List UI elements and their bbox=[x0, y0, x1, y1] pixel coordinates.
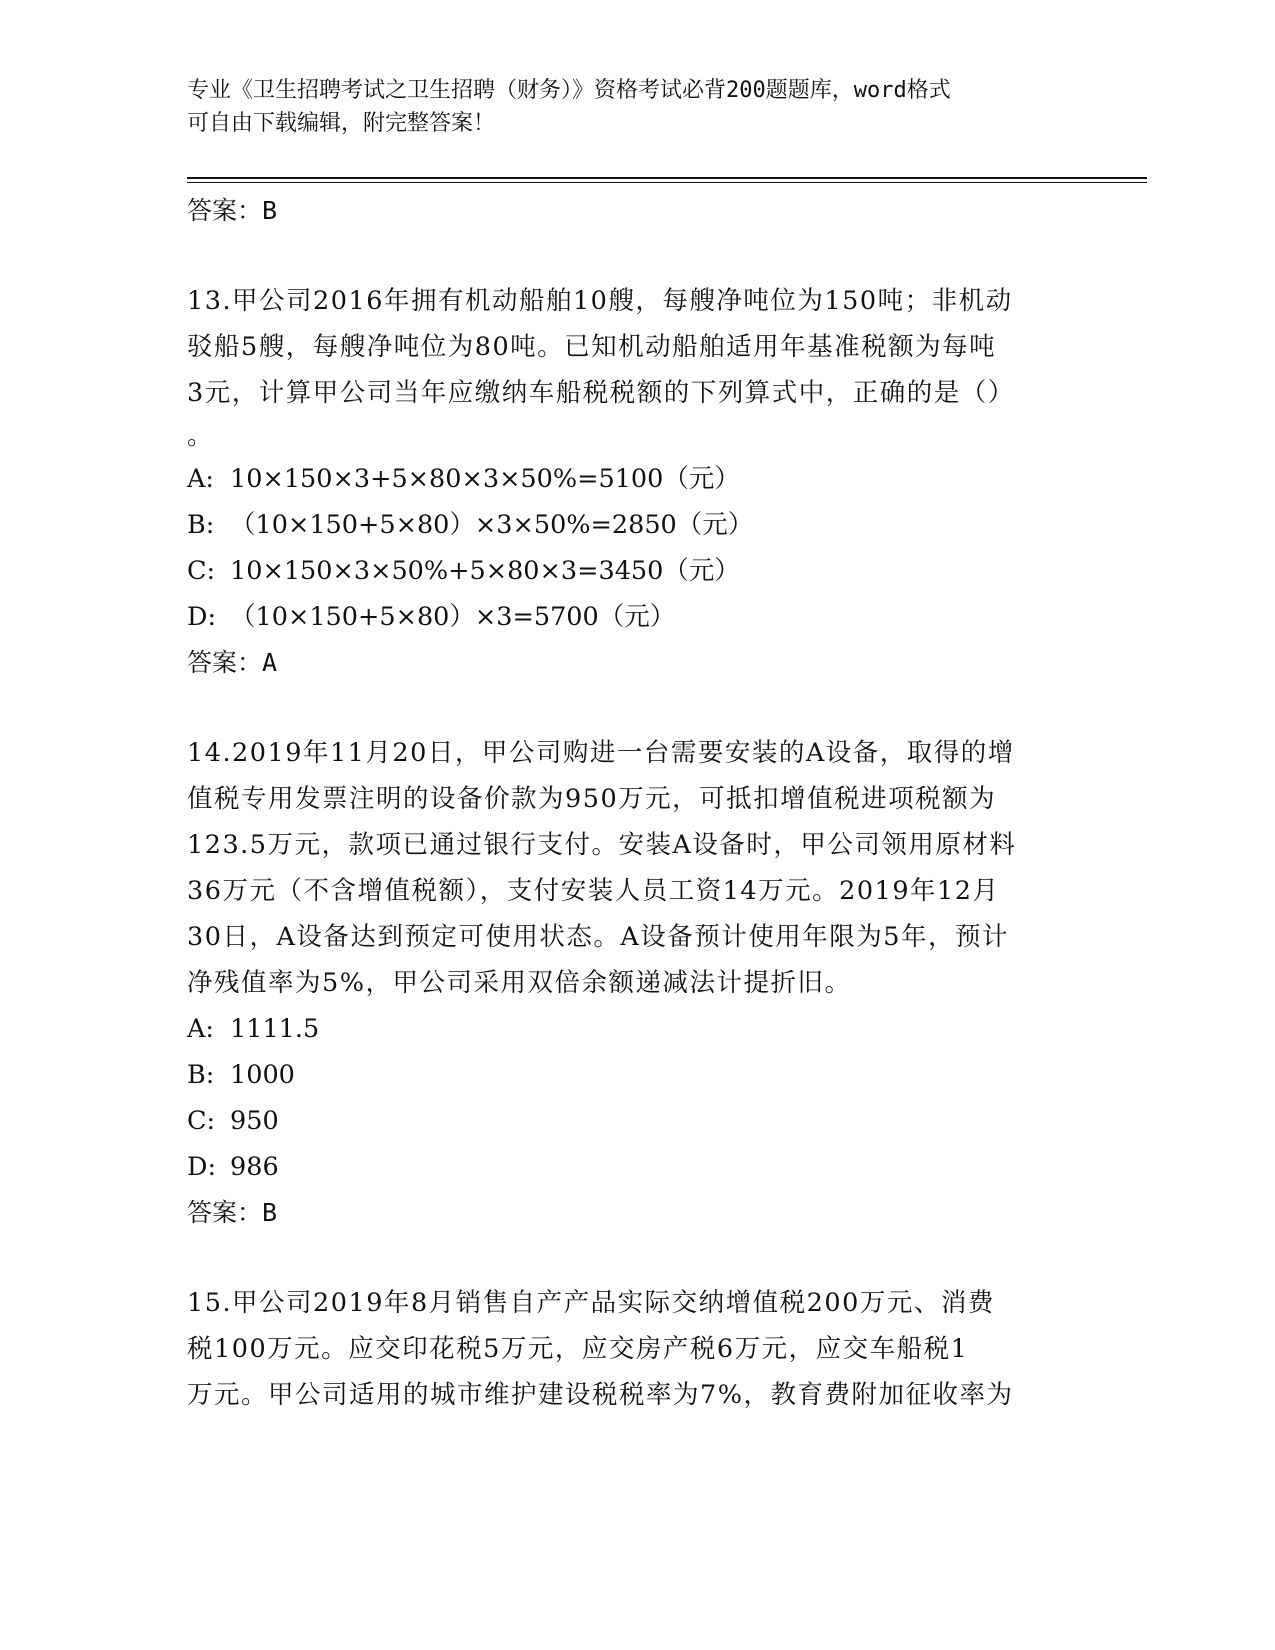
spacer bbox=[187, 686, 1087, 730]
option-text: 1111.5 bbox=[230, 1014, 320, 1044]
option-text: 1000 bbox=[230, 1060, 295, 1090]
question-14-line: 14.2019年11月20日，甲公司购进一台需要安装的A设备，取得的增 bbox=[187, 738, 1015, 768]
question-13-line: 13.甲公司2016年拥有机动船舶10艘，每艘净吨位为150吨；非机动 bbox=[187, 286, 1013, 316]
answer-14: 答案：B bbox=[187, 1198, 278, 1227]
option-label: A: bbox=[187, 1014, 215, 1044]
option-label: C: bbox=[187, 1106, 216, 1136]
document-header bbox=[187, 74, 1087, 140]
question-15-line: 15.甲公司2019年8月销售自产产品实际交纳增值税200万元、消费 bbox=[187, 1288, 995, 1318]
option-text: 10×150×3+5×80×3×50%=5100（元） bbox=[230, 464, 740, 494]
question-13-line: 驳船5艘，每艘净吨位为80吨。已知机动船舶适用年基准税额为每吨 bbox=[187, 332, 997, 362]
option-13-a bbox=[187, 456, 1087, 502]
option-text: 10×150×3×50%+5×80×3=3450（元） bbox=[230, 556, 740, 586]
question-13 bbox=[187, 278, 1087, 686]
option-label: A: bbox=[187, 464, 215, 494]
header-line-1: 专业《卫生招聘考试之卫生招聘（财务）》资格考试必背200题题库，word格式 bbox=[187, 78, 951, 103]
question-15-line: 税100万元。应交印花税5万元，应交房产税6万元，应交车船税1 bbox=[187, 1334, 969, 1364]
document-body bbox=[187, 188, 1087, 1418]
spacer bbox=[187, 1236, 1087, 1280]
question-14-line: 30日，A设备达到预定可使用状态。A设备预计使用年限为5年，预计 bbox=[187, 922, 1010, 952]
question-13-line: 。 bbox=[187, 421, 215, 451]
option-14-d bbox=[187, 1144, 1087, 1190]
question-14 bbox=[187, 730, 1087, 1236]
option-14-b bbox=[187, 1052, 1087, 1098]
header-line-2: 可自由下载编辑，附完整答案！ bbox=[187, 111, 496, 136]
option-14-c bbox=[187, 1098, 1087, 1144]
option-text: （10×150+5×80）×3=5700（元） bbox=[230, 602, 676, 632]
option-label: D: bbox=[187, 1152, 217, 1182]
question-15 bbox=[187, 1280, 1087, 1418]
question-13-line: 3元，计算甲公司当年应缴纳车船税税额的下列算式中，正确的是（） bbox=[187, 378, 1015, 408]
spacer bbox=[187, 234, 1087, 278]
option-14-a bbox=[187, 1006, 1087, 1052]
option-label: B: bbox=[187, 510, 215, 540]
header-divider-thick bbox=[187, 177, 1147, 179]
question-15-line: 万元。甲公司适用的城市维护建设税税率为7%，教育费附加征收率为 bbox=[187, 1380, 1014, 1410]
header-divider-thin bbox=[187, 182, 1147, 183]
question-14-line: 36万元（不含增值税额），支付安装人员工资14万元。2019年12月 bbox=[187, 876, 1000, 906]
answer-12: 答案：B bbox=[187, 196, 278, 225]
option-text: 950 bbox=[230, 1106, 279, 1136]
option-13-c bbox=[187, 548, 1087, 594]
option-label: D: bbox=[187, 602, 217, 632]
question-14-line: 123.5万元，款项已通过银行支付。安装A设备时，甲公司领用原材料 bbox=[187, 830, 1017, 860]
answer-13: 答案：A bbox=[187, 648, 278, 677]
option-text: 986 bbox=[230, 1152, 279, 1182]
option-text: （10×150+5×80）×3×50%=2850（元） bbox=[230, 510, 754, 540]
option-label: C: bbox=[187, 556, 216, 586]
question-14-line: 净残值率为5%，甲公司采用双倍余额递减法计提折旧。 bbox=[187, 968, 852, 998]
question-14-line: 值税专用发票注明的设备价款为950万元，可抵扣增值税进项税额为 bbox=[187, 784, 997, 814]
option-label: B: bbox=[187, 1060, 215, 1090]
option-13-b bbox=[187, 502, 1087, 548]
option-13-d bbox=[187, 594, 1087, 640]
